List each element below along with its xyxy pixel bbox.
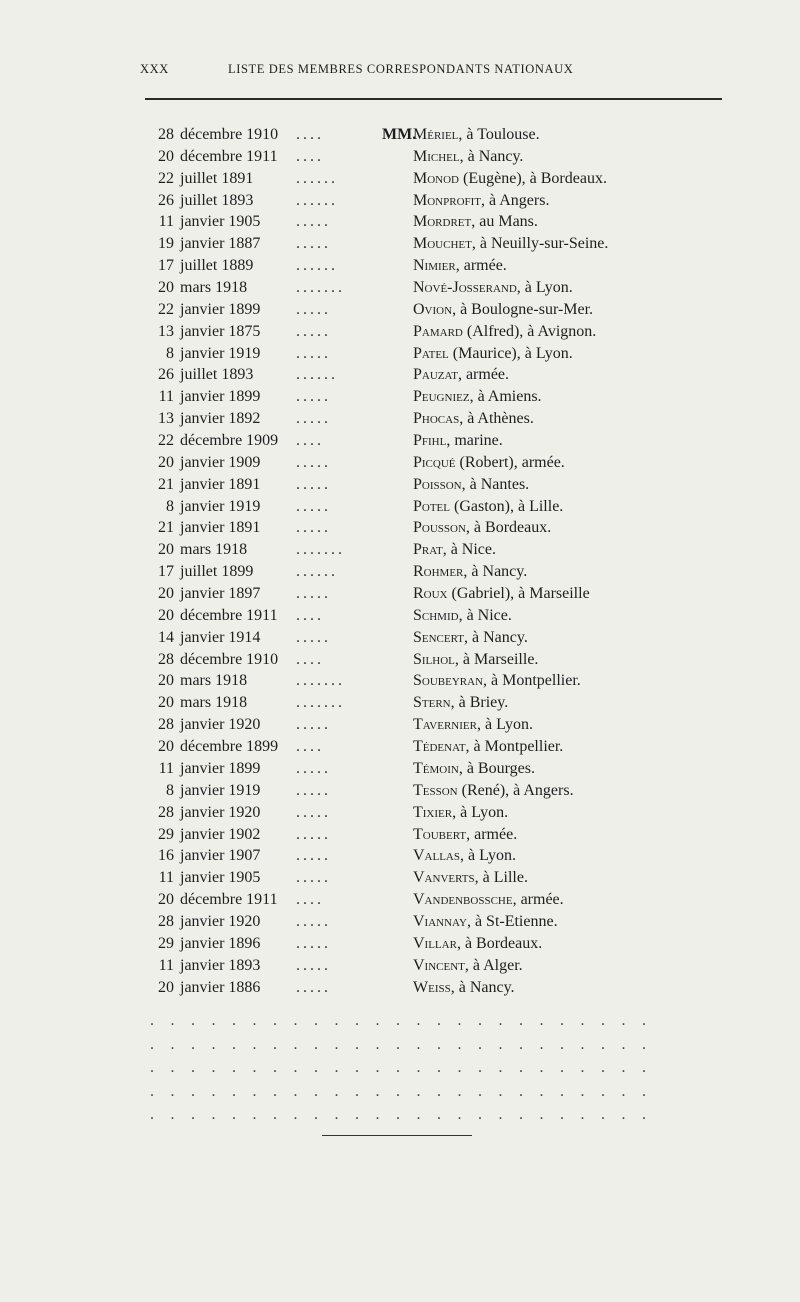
entry-month-year: janvier 1891 [180,475,261,493]
entry-day: 28 [158,126,174,143]
entry-month-year: janvier 1893 [180,956,261,974]
entry-leader-dots: ..... [296,934,331,952]
dot-line: ......................... [150,1059,663,1076]
entry-surname: Poisson [413,475,462,493]
entry-day: 26 [158,191,174,209]
entry-member-name [413,211,538,233]
entry-member-name [413,452,565,474]
entry-surname: Témoin [413,759,459,777]
entry-member-name [413,583,590,605]
member-list [0,124,800,998]
entry-leader-dots: ..... [296,956,331,974]
entry-day: 20 [158,891,174,909]
entry-leader-dots: ....... [296,672,345,690]
entry-day: 29 [158,934,174,952]
entry-member-name [413,343,573,365]
entry-day: 20 [158,978,174,996]
entry-details: , à Nice. [458,606,512,624]
entry-day: 11 [158,759,174,777]
entry-surname: Silhol [413,650,455,668]
entry-surname: Vincent [413,956,465,974]
entry-details: , à Marseille. [454,650,539,668]
entry-day: 8 [166,781,174,799]
list-item [0,277,800,299]
list-item [0,190,800,212]
list-item [0,561,800,583]
entry-day: 14 [158,628,174,646]
entry-details: , à Briey. [450,694,509,712]
entry-prefix-mm: MM. [382,126,417,143]
entry-member-name [413,714,533,736]
entry-surname: Nimier [413,257,456,275]
list-item [0,605,800,627]
entry-day: 21 [158,475,174,493]
entry-leader-dots: .... [296,432,324,450]
entry-month-year: janvier 1905 [180,213,261,231]
entry-surname: Villar [413,934,457,952]
entry-details: , à Boulogne-sur-Mer. [452,300,594,318]
entry-details: (Gabriel), à Marseille [447,585,590,603]
entry-details: , à Montpellier. [465,738,564,756]
list-item [0,321,800,343]
entry-day: 20 [158,541,174,559]
entry-surname: Pfihl [413,432,447,450]
entry-details: , à Alger. [464,956,523,974]
list-item [0,386,800,408]
entry-leader-dots: ..... [296,497,331,515]
entry-member-name [413,408,534,430]
list-item [0,692,800,714]
entry-leader-dots: .... [296,738,324,756]
entry-details: , à Nancy. [450,978,515,996]
entry-leader-dots: ...... [296,169,338,187]
dot-line: ......................... [150,1035,663,1053]
entry-day: 20 [158,585,174,603]
entry-month-year: janvier 1897 [180,585,261,603]
entry-month-year: décembre 1911 [180,147,278,165]
entry-member-name [413,736,563,758]
dot-line: ......................... [150,1012,663,1029]
entry-details: , à Lyon. [460,847,516,865]
list-item [0,343,800,365]
list-item [0,299,800,321]
entry-details: , à Lyon. [452,803,509,821]
entry-leader-dots: .... [296,606,324,624]
entry-surname: Tixier [413,803,453,821]
list-item [0,408,800,430]
entry-member-name [413,802,508,824]
list-item [0,933,800,955]
list-item [0,211,800,233]
entry-member-name [413,146,523,168]
entry-surname: Phocas [413,410,460,428]
entry-leader-dots: ..... [296,388,331,406]
entry-day: 20 [158,453,174,471]
entry-member-name [413,190,549,212]
entry-leader-dots: ..... [296,344,331,362]
entry-month-year: janvier 1887 [180,235,261,253]
entry-day: 28 [158,650,174,668]
entry-day: 22 [158,432,174,450]
entry-leader-dots: ...... [296,563,338,581]
entry-details: , à Bordeaux. [456,934,543,952]
entry-surname: Mériel [413,126,459,143]
entry-leader-dots: ..... [296,410,331,428]
list-item [0,977,800,999]
entry-surname: Weiss [413,978,451,996]
entry-leader-dots: .... [296,147,324,165]
entry-member-name [413,955,523,977]
entry-details: , armée. [455,257,507,275]
entry-surname: Prat [413,541,443,559]
entry-day: 13 [158,410,174,428]
entry-member-name [413,539,496,561]
entry-day: 11 [158,869,174,887]
list-item [0,867,800,889]
entry-leader-dots: ..... [296,912,331,930]
entry-leader-dots: ..... [296,519,331,537]
entry-surname: Pousson [413,519,466,537]
entry-month-year: janvier 1919 [180,497,261,515]
entry-month-year: décembre 1911 [180,891,278,909]
list-item [0,911,800,933]
entry-month-year: décembre 1910 [180,650,279,668]
entry-day: 20 [158,672,174,690]
entry-member-name [413,430,503,452]
entry-month-year: mars 1918 [180,694,248,712]
entry-member-name [413,889,564,911]
entry-surname: Schmid [413,606,459,624]
entry-leader-dots: ..... [296,453,331,471]
entry-leader-dots: ..... [296,978,331,996]
entry-month-year: décembre 1911 [180,606,278,624]
entry-day: 8 [166,497,174,515]
entry-details: , à St-Etienne. [466,912,558,930]
page-folio: XXX [140,62,169,76]
entry-day: 17 [158,257,174,275]
entry-member-name [413,233,608,255]
list-item [0,233,800,255]
list-item [0,889,800,911]
entry-leader-dots: ..... [296,322,331,340]
entry-leader-dots: ...... [296,366,338,384]
entry-leader-dots: ..... [296,585,331,603]
entry-member-name [413,168,607,190]
running-title: LISTE DES MEMBRES CORRESPONDANTS NATIONAUX [228,62,574,76]
entry-month-year: janvier 1920 [180,716,261,734]
entry-surname: Michel [413,147,460,165]
list-item [0,364,800,386]
entry-day: 13 [158,322,174,340]
entry-details: , à Lyon. [516,279,573,297]
entry-leader-dots: ....... [296,279,345,297]
entry-surname: Vandenbossche [413,891,513,909]
entry-surname: Tédenat [413,738,466,756]
entry-details: , à Nancy. [459,147,524,165]
entry-month-year: janvier 1919 [180,781,261,799]
entry-leader-dots: ..... [296,759,331,777]
entry-month-year: juillet 1889 [180,257,254,275]
list-item [0,146,800,168]
entry-leader-dots: ..... [296,475,331,493]
entry-member-name [413,670,581,692]
entry-leader-dots: ..... [296,781,331,799]
entry-details: (Robert), armée. [455,453,565,471]
entry-surname: Peugniez [413,388,470,406]
entry-details: , à Angers. [481,191,550,209]
entry-member-name [413,255,507,277]
entry-surname: Patel [413,344,449,362]
list-item [0,670,800,692]
entry-day: 8 [166,344,174,362]
entry-month-year: juillet 1891 [180,169,254,187]
list-item [0,627,800,649]
list-item [0,955,800,977]
entry-month-year: janvier 1899 [180,300,261,318]
entry-surname: Potel [413,497,450,515]
entry-member-name [413,474,529,496]
list-item [0,539,800,561]
entry-month-year: janvier 1909 [180,453,261,471]
list-item [0,474,800,496]
entry-member-name [413,692,508,714]
entry-month-year: janvier 1920 [180,803,261,821]
list-item [0,124,800,146]
entry-details: , à Nice. [442,541,496,559]
entry-month-year: juillet 1893 [180,366,254,384]
entry-surname: Monod [413,169,460,187]
entry-month-year: décembre 1899 [180,738,279,756]
entry-month-year: juillet 1899 [180,563,254,581]
entry-leader-dots: ..... [296,847,331,865]
entry-month-year: mars 1918 [180,279,248,297]
entry-day: 19 [158,235,174,253]
entry-member-name [413,758,535,780]
list-item [0,802,800,824]
entry-surname: Vanverts [413,869,475,887]
entry-details: , à Neuilly-sur-Seine. [471,235,609,253]
entry-member-name [413,627,528,649]
entry-leader-dots: ..... [296,825,331,843]
entry-month-year: mars 1918 [180,541,248,559]
entry-surname: Sencert [413,628,465,646]
entry-surname: Picqué [413,453,456,471]
entry-day: 11 [158,213,174,231]
list-item [0,255,800,277]
list-item [0,649,800,671]
entry-details: (Maurice), à Lyon. [448,344,573,362]
entry-surname: Rohmer [413,563,464,581]
entry-surname: Viannay [413,912,467,930]
entry-leader-dots: ....... [296,694,345,712]
dot-line: ......................... [150,1082,663,1100]
entry-leader-dots: .... [296,891,324,909]
entry-leader-dots: ....... [296,541,345,559]
list-item [0,496,800,518]
entry-details: , marine. [446,432,503,450]
entry-surname: Soubeyran [413,672,484,690]
entry-details: , armée. [512,891,564,909]
header-rule [145,98,722,100]
entry-day: 22 [158,169,174,187]
entry-day: 17 [158,563,174,581]
entry-surname: Stern [413,694,451,712]
entry-member-name [413,824,517,846]
entry-month-year: janvier 1886 [180,978,261,996]
entry-month-year: janvier 1914 [180,628,261,646]
entry-day: 28 [158,803,174,821]
entry-details: , armée. [457,366,510,384]
list-item [0,517,800,539]
entry-details: , à Toulouse. [458,126,540,143]
entry-member-name [413,561,527,583]
entry-member-name [413,299,593,321]
entry-details: (Alfred), à Avignon. [462,322,597,340]
list-item [0,714,800,736]
list-item [0,824,800,846]
entry-details: , armée. [466,825,518,843]
entry-leader-dots: ..... [296,235,331,253]
list-item [0,430,800,452]
entry-member-name [413,364,509,386]
entry-month-year: janvier 1899 [180,759,261,777]
entry-details: , à Montpellier. [483,672,581,690]
entry-surname: Mordret [413,213,472,231]
entry-details: , à Bourges. [458,759,535,777]
entry-month-year: janvier 1875 [180,322,261,340]
entry-month-year: janvier 1919 [180,344,261,362]
entry-details: , au Mans. [471,213,538,231]
entry-surname: Vallas [413,847,460,865]
entry-surname: Ovion [413,300,453,318]
entry-month-year: janvier 1896 [180,934,261,952]
entry-member-name [413,977,515,999]
entry-details: , à Nancy. [464,628,528,646]
entry-day: 11 [158,388,174,406]
entry-leader-dots: ...... [296,191,338,209]
entry-member-name [413,277,573,299]
entry-leader-dots: ..... [296,803,331,821]
entry-month-year: juillet 1893 [180,191,254,209]
entry-surname: Roux [413,585,448,603]
entry-month-year: janvier 1891 [180,519,261,537]
entry-details: (Eugène), à Bordeaux. [459,169,607,187]
list-item [0,583,800,605]
entry-surname: Tavernier [413,716,477,734]
list-item [0,845,800,867]
entry-leader-dots: .... [296,650,324,668]
entry-member-name [413,933,542,955]
entry-member-name [413,845,516,867]
entry-month-year: janvier 1892 [180,410,261,428]
entry-day: 28 [158,912,174,930]
entry-member-name [413,649,538,671]
entry-details: , à Nancy. [463,563,528,581]
entry-month-year: janvier 1907 [180,847,261,865]
entry-member-name [413,605,512,627]
entry-leader-dots: ..... [296,628,331,646]
entry-day: 20 [158,606,174,624]
entry-day: 16 [158,847,174,865]
entry-month-year: janvier 1905 [180,869,261,887]
entry-member-name [413,124,540,146]
list-item [0,780,800,802]
entry-day: 26 [158,366,174,384]
entry-day: 20 [158,694,174,712]
entry-month-year: décembre 1909 [180,432,279,450]
entry-details: , à Nantes. [461,475,530,493]
entry-surname: Pauzat [413,366,458,384]
entry-month-year: janvier 1902 [180,825,261,843]
dot-leaders-block [150,1012,730,1130]
entry-details: , à Lille. [474,869,528,887]
entry-month-year: janvier 1899 [180,388,261,406]
entry-day: 11 [158,956,174,974]
entry-month-year: mars 1918 [180,672,248,690]
entry-leader-dots: ..... [296,716,331,734]
entry-surname: Pamard [413,322,463,340]
entry-surname: Monprofit [413,191,482,209]
entry-month-year: janvier 1920 [180,912,261,930]
entry-leader-dots: ...... [296,257,338,275]
entry-member-name [413,517,551,539]
entry-leader-dots: ..... [296,213,331,231]
entry-surname: Nové-Josserand [413,279,517,297]
dot-line: ......................... [150,1106,663,1123]
entry-leader-dots: .... [296,126,324,143]
entry-day: 21 [158,519,174,537]
entry-details: (Gaston), à Lille. [450,497,564,515]
list-item [0,758,800,780]
entry-details: (René), à Angers. [457,781,574,799]
entry-member-name [413,496,563,518]
entry-details: , à Lyon. [476,716,533,734]
list-item [0,452,800,474]
entry-leader-dots: ..... [296,300,331,318]
closing-rule [322,1135,472,1136]
entry-surname: Toubert [413,825,467,843]
entry-member-name [413,911,558,933]
entry-details: , à Athènes. [459,410,534,428]
entry-details: , à Bordeaux. [465,519,552,537]
entry-member-name [413,780,574,802]
entry-day: 20 [158,279,174,297]
entry-day: 20 [158,738,174,756]
list-item [0,736,800,758]
entry-day: 20 [158,147,174,165]
entry-day: 28 [158,716,174,734]
entry-member-name [413,386,542,408]
running-header [140,62,720,77]
entry-member-name [413,321,596,343]
entry-surname: Tesson [413,781,458,799]
entry-surname: Mouchet [413,235,472,253]
entry-details: , à Amiens. [469,388,542,406]
entry-month-year: décembre 1910 [180,126,279,143]
list-item [0,168,800,190]
entry-day: 29 [158,825,174,843]
entry-member-name [413,867,528,889]
entry-leader-dots: ..... [296,869,331,887]
entry-day: 22 [158,300,174,318]
